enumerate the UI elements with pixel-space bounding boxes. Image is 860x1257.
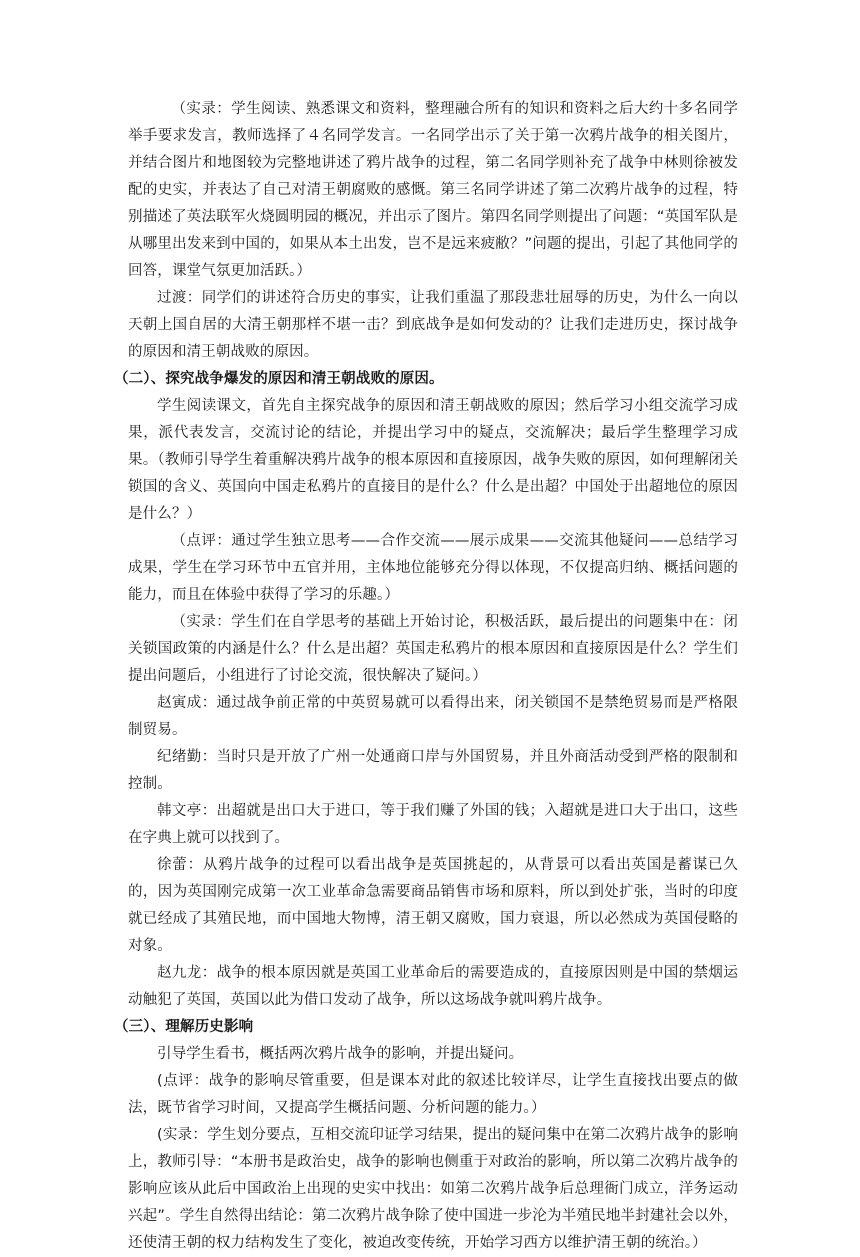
paragraph-transition: 过渡：同学们的讲述符合历史的事实，让我们重温了那段悲壮屈辱的历史，为什么一向以天朝上国自居的大清王朝那样不堪一击？到底战争是如何发动的？让我们走进历史，探讨战争的原因和清王朝战败的原因。 <box>128 290 738 360</box>
paragraph-student-reading: 学生阅读课文，首先自主探究战争的原因和清王朝战败的原因；然后学习小组交流学习成果，派代表发言，交流讨论的结论，并提出学习中的疑点，交流解决；最后学生整理学习成果。（教师引导学生着重解决鸦片战争的根本原因和直接原因，战争失败的原因，如何理解闭关锁国的含义、英国向中国走私鸦片的直接目的是什么？什么是出超？中国处于出超地位的原因是什么？） <box>128 398 738 522</box>
paragraph-record-1: （实录：学生阅读、熟悉课文和资料，整理融合所有的知识和资料之后大约十多名同学举手要求发言，教师选择了４名同学发言。一名同学出示了关于第一次鸦片战争的相关图片，并结合图片和地图较为完整地讲述了鸦片战争的过程，第二名同学则补充了战争中林则徐被发配的史实，并表达了自己对清王朝腐败的感慨。第三名同学讲述了第二次鸦片战争的过程，特别描述了英法联军火烧圆明园的概况，并出示了图片。第四名同学则提出了问题：“英国军队是从哪里出发来到中国的，如果从本土出发，岂不是远来疲敝？”问题的提出，引起了其他同学的回答，课堂气氛更加活跃。） <box>128 101 738 279</box>
document-body <box>114 96 738 1257</box>
paragraph-student-zhao-yincheng: 赵寅成：通过战争前正常的中英贸易就可以看得出来，闭关锁国不是禁绝贸易而是严格限制贸易。 <box>128 695 738 738</box>
paragraph-record-2: （实录：学生们在自学思考的基础上开始讨论，积极活跃，最后提出的问题集中在：闭关锁国政策的内涵是什么？什么是出超？英国走私鸦片的根本原因和直接原因是什么？学生们提出问题后，小组进行了讨论交流，很快解决了疑问。） <box>128 614 738 684</box>
paragraph-student-xu-lei: 徐蕾：从鸦片战争的过程可以看出战争是英国挑起的，从背景可以看出英国是蓄谋已久的，因为英国刚完成第一次工业革命急需要商品销售市场和原料，所以到处扩张，当时的印度就已经成了其殖民地，而中国地大物博，清王朝又腐败，国力衰退，所以必然成为英国侵略的对象。 <box>128 857 738 954</box>
paragraph-student-zhao-jiulong: 赵九龙：战争的根本原因就是英国工业革命后的需要造成的，直接原因则是中国的禁烟运动触犯了英国，英国以此为借口发动了战争，所以这场战争就叫鸦片战争。 <box>128 965 738 1008</box>
paragraph-record-3: (实录：学生划分要点，互相交流印证学习结果，提出的疑问集中在第二次鸦片战争的影响上，教师引导：“本册书是政治史，战争的影响也侧重于对政治的影响，所以第二次鸦片战争的影响应该从此后中国政治上出现的史实中找出：如第二次鸦片战争后总理衙门成立，洋务运动兴起”。学生自然得出结论：第二次鸦片战争除了使中国进一步沦为半殖民地半封建社会以外，还使清王朝的权力结构发生了变化，被迫改变传统，开始学习西方以维护清王朝的统治。） <box>128 1127 738 1251</box>
paragraph-comment-2: (点评：战争的影响尽管重要，但是课本对此的叙述比较详尽，让学生直接找出要点的做法，既节省学习时间，又提高学生概括问题、分析问题的能力。） <box>128 1073 738 1116</box>
section-heading-3: （三）、理解历史影响 <box>114 1019 254 1035</box>
paragraph-guide-reading: 引导学生看书，概括两次鸦片战争的影响，并提出疑问。 <box>157 1046 524 1062</box>
paragraph-comment-1: （点评：通过学生独立思考——合作交流——展示成果——交流其他疑问——总结学习成果，学生在学习环节中五官并用，主体地位能够充分得以体现，不仅提高归纳、概括问题的能力，而且在体验中获得了学习的乐趣。） <box>128 533 738 603</box>
section-heading-2: （二）、探究战争爆发的原因和清王朝战败的原因。 <box>114 371 444 387</box>
paragraph-student-han-wenting: 韩文亭：出超就是出口大于进口，等于我们赚了外国的钱；入超就是进口大于出口，这些在字典上就可以找到了。 <box>128 803 738 846</box>
paragraph-student-ji-xuqin: 纪绪勤：当时只是开放了广州一处通商口岸与外国贸易，并且外商活动受到严格的限制和控制。 <box>128 749 738 792</box>
